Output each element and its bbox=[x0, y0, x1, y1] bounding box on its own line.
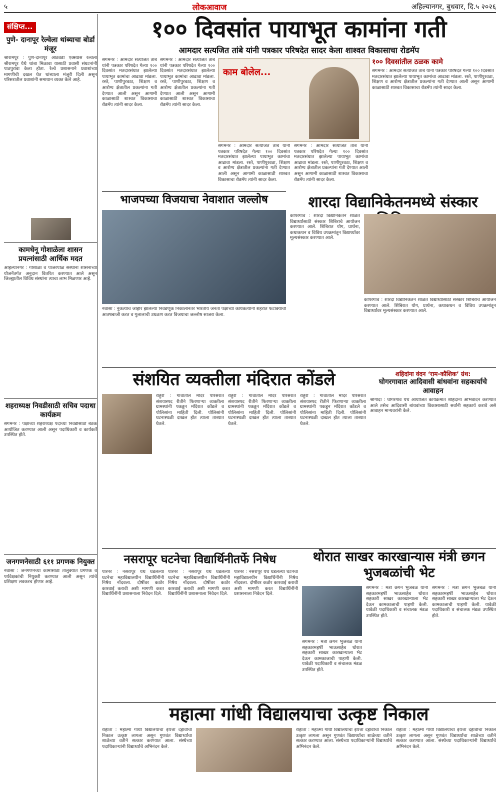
brief-title: शहराध्यक्ष निवडीसाठी सचिव पदाधा कार्यक्रम bbox=[5, 402, 96, 419]
story8-body-col3: राहाता : महात्मा गांधी विद्यालयाचा इयत्ता दहावीचा निकाल उत्कृष्ट लागला असून गुणवंत विद्यार्थ्यांचा शाळेच्या वतीने सत्कार करण्यात आला. संस्थेच्या पदाधिकाऱ्यांनी विद्यार्थ्यांचे अभिनंदन केले. bbox=[396, 728, 496, 750]
page-header-bar bbox=[4, 2, 496, 13]
lead-body-col1: संगमनेर : आमदार सत्यजित तांबे यांनी पत्रकार परिषदेत गेल्या १०० दिवसांत मतदारसंघात झालेल्या पायाभूत कामांचा आढावा मांडला. रस्ते, पाणीपुरवठा, शिक्षण व आरोग्य क्षेत्रातील प्रकल्पांना गती देण्यात आली असून आगामी काळासाठी शाश्वत विकासाचा रोडमॅप त्यांनी सादर केला. bbox=[102, 58, 157, 108]
story2-photo bbox=[102, 210, 286, 304]
sidebar-label: संक्षिप्त... bbox=[4, 22, 36, 33]
story6-body-col3: पारनेर : नसरापूर येथे घडलेल्या घटनेचा महाविद्यालयीन विद्यार्थिनींनी निषेध नोंदवला. दोषींवर कठोर कारवाई करावी अशी मागणी करत विद्यार्थिनींनी प्रशासनाला निवेदन दिले. bbox=[234, 570, 298, 598]
lead-body-col4: संगमनेर : आमदार सत्यजित तांबे यांनी पत्रकार परिषदेत गेल्या १०० दिवसांत मतदारसंघात झालेल्या पायाभूत कामांचा आढावा मांडला. रस्ते, पाणीपुरवठा, शिक्षण व आरोग्य क्षेत्रातील प्रकल्पांना गती देण्यात आली असून आगामी काळासाठी शाश्वत विकासाचा रोडमॅप त्यांनी सादर केला. bbox=[294, 144, 368, 183]
divider bbox=[4, 398, 97, 399]
story7-body-col2: संगमनेर : मंत्री छगन भुजबळ यांनी सहकारमहर्षी भाऊसाहेब थोरात सहकारी साखर कारखान्याला भेट देऊन कामकाजाची पाहणी केली. यावेळी पदाधिकारी व संचालक मंडळ उपस्थित होते. bbox=[432, 586, 496, 619]
story3-body-col1: कोपरगाव : शारदा विद्यानिकेतन शाळेत विद्यार्थ्यांसाठी संस्कार शिबिराचे आयोजन करण्यात आले. शिबिरात योग, प्रार्थना, कथाकथन व विविध उपक्रमांतून विद्यार्थ्यांवर मूल्यसंस्कार करण्यात आले. bbox=[290, 214, 360, 242]
story7-body-col0: संगमनेर : मंत्री छगन भुजबळ यांनी सहकारमहर्षी भाऊसाहेब थोरात सहकारी साखर कारखान्याला भेट देऊन कामकाजाची पाहणी केली. यावेळी पदाधिकारी व संचालक मंडळ उपस्थित होते. bbox=[302, 640, 362, 673]
lead-subhead: आमदार सत्यजित तांबे यांनी पत्रकार परिषदेत सादर केला शाश्वत विकासाचा रोडमॅप bbox=[178, 46, 420, 55]
masthead: लोकआवाज bbox=[192, 2, 227, 12]
divider bbox=[4, 554, 97, 555]
lead-photo-person bbox=[309, 67, 359, 139]
story6-headline: नसरापूर घटनेचा विद्यार्थिनीतर्फे निषेध bbox=[123, 552, 277, 566]
story4-body-col1: राहुरी : गावातील मंदिर परिसरात संशयास्पद रीतीने फिरणाऱ्या व्यक्तीला ग्रामस्थांनी पकडून मंदिरात कोंडले व पोलिसांना माहिती दिली. पोलिसांनी घटनास्थळी दाखल होत त्याला ताब्यात घेतले. bbox=[156, 394, 224, 427]
sidebar-briefs bbox=[4, 14, 98, 792]
story4-body-col3: राहुरी : गावातील मंदिर परिसरात संशयास्पद रीतीने फिरणाऱ्या व्यक्तीला ग्रामस्थांनी पकडून मंदिरात कोंडले व पोलिसांना माहिती दिली. पोलिसांनी घटनास्थळी दाखल होत त्याला ताब्यात घेतले. bbox=[300, 394, 366, 427]
brief-body: संगमनेर : पक्षाच्या शहराध्यक्ष पदाच्या निवडीसाठी बैठक आयोजित करण्यात आली असून पदाधिकारी व कार्यकर्ते उपस्थित होते. bbox=[4, 422, 97, 439]
lead-photo-caption: काम बोलेल... bbox=[223, 68, 271, 78]
dateline: अहिल्यानगर, बुधवार, दि.५ २०२६ bbox=[411, 2, 496, 11]
story2-headline: भाजपच्या विजयाचा नेवाशात जल्लोष bbox=[120, 193, 268, 206]
divider bbox=[102, 548, 496, 549]
brief-body: श्रीरामपूर : पुणे-दानापूर आठवडी एक्सप्रेस रेल्वेला श्रीरामपूर येथे थांबा मिळावा यासाठी प्रवासी संघटनांनी पाठपुरावा केला होता. रेल्वे प्रशासनाने प्रवाशांच्या मागणीची दखल घेत थांब्याला मंजुरी दिली असून परिसरातील प्रवाशांनी समाधान व्यक्त केले आहे. bbox=[4, 56, 97, 84]
brief-title: जनगणनेसाठी ६११ प्रगणक नियुक्त bbox=[6, 558, 95, 566]
story8-photo bbox=[196, 728, 292, 772]
story4-headline: संशयित व्यक्तीला मंदिरात कोंडले bbox=[132, 370, 336, 390]
highlight-box-body: संगमनेर : आमदार सत्यजित तांबे यांनी पत्रकार परिषदेत गेल्या १०० दिवसांत मतदारसंघात झालेल्या पायाभूत कामांचा आढावा मांडला. रस्ते, पाणीपुरवठा, शिक्षण व आरोग्य क्षेत्रातील प्रकल्पांना गती देण्यात आली असून आगामी काळासाठी शाश्वत विकासाचा रोडमॅप त्यांनी सादर केला. bbox=[372, 69, 494, 91]
story7-body-col1: संगमनेर : मंत्री छगन भुजबळ यांनी सहकारमहर्षी भाऊसाहेब थोरात सहकारी साखर कारखान्याला भेट देऊन कामकाजाची पाहणी केली. यावेळी पदाधिकारी व संचालक मंडळ उपस्थित होते. bbox=[366, 586, 428, 619]
page-number: ५ bbox=[4, 2, 8, 11]
story4-body-col2: राहुरी : गावातील मंदिर परिसरात संशयास्पद रीतीने फिरणाऱ्या व्यक्तीला ग्रामस्थांनी पकडून मंदिरात कोंडले व पोलिसांना माहिती दिली. पोलिसांनी घटनास्थळी दाखल होत त्याला ताब्यात घेतले. bbox=[228, 394, 296, 427]
brief-title: पुणे- दानापूर रेल्वेला थांब्याचा बोर्डा मंजूर bbox=[6, 36, 95, 53]
story7-photo bbox=[302, 586, 362, 636]
story3-headline: शारदा विद्यानिकेतनमध्ये संस्कार bbox=[308, 193, 478, 211]
main-content bbox=[102, 14, 496, 792]
lead-body-col2: संगमनेर : आमदार सत्यजित तांबे यांनी पत्रकार परिषदेत गेल्या १०० दिवसांत मतदारसंघात झालेल्या पायाभूत कामांचा आढावा मांडला. रस्ते, पाणीपुरवठा, शिक्षण व आरोग्य क्षेत्रातील प्रकल्पांना गती देण्यात आली असून आगामी काळासाठी शाश्वत विकासाचा रोडमॅप त्यांनी सादर केला. bbox=[160, 58, 215, 108]
story8-body-col1: राहाता : महात्मा गांधी विद्यालयाचा इयत्ता दहावीचा निकाल उत्कृष्ट लागला असून गुणवंत विद्यार्थ्यांचा शाळेच्या वतीने सत्कार करण्यात आला. संस्थेच्या पदाधिकाऱ्यांनी विद्यार्थ्यांचे अभिनंदन केले. bbox=[102, 728, 192, 750]
lead-highlight-box bbox=[372, 58, 494, 186]
lead-headline: १०० दिवसांत पायाभूत कामांना गती bbox=[151, 17, 447, 43]
divider bbox=[4, 242, 97, 243]
story7-headline: थोरात साखर कारखान्यास मंत्री छगन भुजबळांची भेट bbox=[312, 550, 486, 581]
highlight-box-title: १०० दिवसांतील ठळक कामे bbox=[372, 58, 443, 66]
divider bbox=[102, 702, 496, 703]
story6-body-col1: पारनेर : नसरापूर येथे घडलेल्या घटनेचा महाविद्यालयीन विद्यार्थिनींनी निषेध नोंदवला. दोषींवर कठोर कारवाई करावी अशी मागणी करत विद्यार्थिनींनी प्रशासनाला निवेदन दिले. bbox=[102, 570, 164, 598]
story6-body-col2: पारनेर : नसरापूर येथे घडलेल्या घटनेचा महाविद्यालयीन विद्यार्थिनींनी निषेध नोंदवला. दोषींवर कठोर कारवाई करावी अशी मागणी करत विद्यार्थिनींनी प्रशासनाला निवेदन दिले. bbox=[168, 570, 230, 598]
story8-headline: महात्मा गांधी विद्यालयाचा उत्कृष्ट निकाल bbox=[169, 704, 429, 725]
story8-body-col2: राहाता : महात्मा गांधी विद्यालयाचा इयत्ता दहावीचा निकाल उत्कृष्ट लागला असून गुणवंत विद्यार्थ्यांचा शाळेच्या वतीने सत्कार करण्यात आला. संस्थेच्या पदाधिकाऱ्यांनी विद्यार्थ्यांचे अभिनंदन केले. bbox=[296, 728, 392, 750]
brief-body: अहिल्यानगर : गोशाळा व पांजरपोळ संस्थांना शासनाच्या योजनेंतर्गत अनुदान वितरित करण्यात आले असून जिल्ह्यातील विविध संस्थांना त्याचा लाभ मिळणार आहे. bbox=[4, 266, 97, 283]
story3-body-col2: कोपरगाव : शारदा विद्यानिकेतन शाळेत विद्यार्थ्यांसाठी संस्कार शिबिराचे आयोजन करण्यात आले. शिबिरात योग, प्रार्थना, कथाकथन व विविध उपक्रमांतून विद्यार्थ्यांवर मूल्यसंस्कार करण्यात आले. bbox=[364, 298, 496, 315]
story2-body: नेवासा : नुकत्याच जाहीर झालेल्या निवडणूक निकालानंतर भारतीय जनता पक्षाच्या कार्यकर्त्यांनी शहरात फटाक्यांची आतषबाजी करत व गुलालाची उधळण करत विजयाचा जल्लोष साजरा केला. bbox=[102, 307, 286, 318]
story5-body: श्रीगोंदा : घोगरगाव येथे आयोजित कार्यक्रमात शहिदांना अभिवादन करण्यात आले तसेच आदिवासी बांधवांच्या विकासासाठी सर्वांनी सहकार्य करावे असे आवाहन मान्यवरांनी केले. bbox=[370, 398, 496, 415]
story5-headline: घोगरगावात आदिवासी बांधवांना सहकार्याचे आवाहन bbox=[379, 378, 487, 395]
lead-body-col3: संगमनेर : आमदार सत्यजित तांबे यांनी पत्रकार परिषदेत गेल्या १०० दिवसांत मतदारसंघात झालेल्या पायाभूत कामांचा आढावा मांडला. रस्ते, पाणीपुरवठा, शिक्षण व आरोग्य क्षेत्रातील प्रकल्पांना गती देण्यात आली असून आगामी काळासाठी शाश्वत विकासाचा रोडमॅप त्यांनी सादर केला. bbox=[218, 144, 290, 183]
divider bbox=[102, 191, 286, 192]
story4-photo bbox=[102, 394, 152, 454]
lead-photo-banner bbox=[218, 58, 370, 142]
brief-title: कामधेनू गोशाळेला शासन प्रयत्नांसाठी आर्थिक मदत bbox=[18, 246, 83, 263]
brief-body: नेवासा : जनगणनेच्या कामासाठी तालुक्यात प्रगणक व पर्यवेक्षकांची नियुक्ती करण्यात आली असून त्यांचे प्रशिक्षण लवकरच होणार आहे. bbox=[4, 569, 97, 586]
story3-photo bbox=[364, 214, 496, 294]
divider bbox=[102, 367, 496, 368]
brief-photo bbox=[31, 218, 71, 240]
story5-kicker: शहिदांना वंदन ‘राम-कौशिक’ ग्रंथ: bbox=[395, 371, 471, 378]
